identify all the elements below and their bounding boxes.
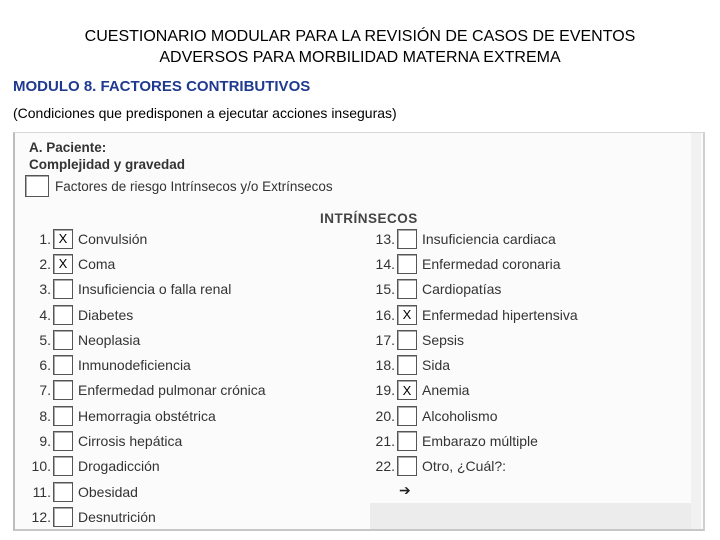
factor-number: 15. [375, 281, 395, 298]
factor-item [365, 302, 685, 327]
factor-number: 13. [375, 230, 395, 247]
factor-checkbox[interactable]: X [53, 254, 73, 274]
factor-item [25, 302, 355, 327]
factor-checkbox[interactable] [53, 330, 73, 350]
factor-item [365, 428, 685, 453]
factor-checkbox[interactable] [53, 380, 73, 400]
factor-number: 16. [375, 306, 395, 323]
factor-checkbox[interactable] [397, 330, 417, 350]
factor-number: 1. [39, 230, 51, 247]
module-subtitle: (Condiciones que predisponen a ejecutar acciones inseguras) [13, 105, 397, 121]
factor-label: Hemorragia obstétrica [78, 407, 216, 424]
factor-label: Inmunodeficiencia [78, 357, 191, 374]
factor-checkbox[interactable] [397, 254, 417, 274]
module-heading: MODULO 8. FACTORES CONTRIBUTIVOS [13, 78, 311, 95]
factor-label: Anemia [422, 382, 470, 399]
factor-label: Convulsión [78, 230, 148, 247]
factor-item [25, 327, 355, 352]
factor-item [25, 403, 355, 428]
factor-item [365, 251, 685, 276]
left-column [25, 226, 355, 530]
factor-checkbox[interactable] [53, 456, 73, 476]
factor-number: 2. [39, 255, 51, 272]
factor-label: Otro, ¿Cuál?: [422, 458, 507, 475]
factor-checkbox[interactable]: X [397, 380, 417, 400]
factor-item [365, 352, 685, 377]
factor-label: Sepsis [422, 331, 465, 348]
factor-number: 18. [375, 357, 395, 374]
section-a [29, 139, 185, 173]
factor-item [25, 277, 355, 302]
factor-checkbox[interactable] [53, 355, 73, 375]
factor-label: Alcoholismo [422, 407, 498, 424]
factor-checkbox[interactable] [53, 507, 73, 527]
factor-item [25, 378, 355, 403]
factor-number: 5. [39, 331, 51, 348]
factor-number: 21. [375, 433, 395, 450]
factor-number: 10. [31, 458, 51, 475]
factor-label: Cardiopatías [422, 281, 502, 298]
factor-checkbox[interactable] [53, 279, 73, 299]
factor-checkbox[interactable] [397, 456, 417, 476]
factor-checkbox[interactable] [397, 279, 417, 299]
factor-checkbox[interactable] [397, 355, 417, 375]
factor-number: 4. [39, 306, 51, 323]
factor-label: Embarazo múltiple [422, 433, 538, 450]
factor-checkbox[interactable]: X [397, 305, 417, 325]
factor-label: Diabetes [78, 306, 134, 323]
factor-checkbox[interactable] [53, 482, 73, 502]
factor-item [365, 454, 685, 479]
questionnaire-form [13, 132, 705, 531]
factor-label: Obesidad [78, 483, 138, 500]
factor-checkbox[interactable]: X [53, 229, 73, 249]
factor-label: Sida [422, 357, 451, 374]
factor-number: 9. [39, 433, 51, 450]
factor-number: 3. [39, 281, 51, 298]
factor-label: Enfermedad coronaria [422, 255, 561, 272]
factor-label: Desnutrición [78, 508, 156, 525]
factor-item [25, 226, 355, 251]
factor-checkbox[interactable] [53, 305, 73, 325]
factor-number: 22. [375, 458, 395, 475]
factor-item [365, 226, 685, 251]
factor-item [365, 327, 685, 352]
intrinsic-heading: INTRÍNSECOS [320, 211, 418, 226]
factor-label: Neoplasia [78, 331, 141, 348]
factor-item [365, 277, 685, 302]
risk-factors-label: Factores de riesgo Intrínsecos y/o Extrínsecos [55, 178, 333, 194]
factor-item [25, 428, 355, 453]
factor-label: Cirrosis hepática [78, 433, 183, 450]
factor-number: 7. [39, 382, 51, 399]
factor-label: Coma [78, 255, 116, 272]
document-title [0, 26, 720, 68]
factor-checkbox[interactable] [53, 406, 73, 426]
factor-checkbox[interactable] [397, 406, 417, 426]
factor-checkbox[interactable] [53, 431, 73, 451]
factor-number: 20. [375, 407, 395, 424]
factor-number: 17. [375, 331, 395, 348]
factor-number: 12. [31, 508, 51, 525]
factor-number: 11. [32, 483, 51, 500]
factor-label: Drogadicción [78, 458, 160, 475]
factor-item [365, 378, 685, 403]
factor-item [25, 352, 355, 377]
factor-checkbox[interactable] [397, 229, 417, 249]
risk-factors-checkbox[interactable] [25, 175, 49, 197]
title-line-2: ADVERSOS PARA MORBILIDAD MATERNA EXTREMA [159, 49, 561, 66]
factor-label: Enfermedad pulmonar crónica [78, 382, 266, 399]
factor-item [25, 454, 355, 479]
factor-number: 14. [375, 255, 395, 272]
factor-item [25, 251, 355, 276]
right-column [365, 226, 685, 479]
form-edge [691, 133, 701, 529]
factor-checkbox[interactable] [397, 431, 417, 451]
factor-number: 19. [375, 382, 395, 399]
factor-label: Insuficiencia cardiaca [422, 230, 556, 247]
section-a-title: A. Paciente: [29, 140, 107, 155]
factor-number: 6. [39, 357, 51, 374]
section-a-subtitle: Complejidad y gravedad [29, 157, 186, 172]
risk-factors-row [25, 175, 333, 197]
arrow-right-icon: ➔ [399, 482, 411, 498]
factor-item [25, 479, 355, 504]
factor-label: Enfermedad hipertensiva [422, 306, 578, 323]
factor-item [25, 504, 355, 529]
title-line-1: CUESTIONARIO MODULAR PARA LA REVISIÓN DE CASOS DE EVENTOS [84, 28, 636, 45]
factor-number: 8. [39, 407, 51, 424]
factor-label: Insuficiencia o falla renal [78, 281, 232, 298]
factor-item [365, 403, 685, 428]
form-shaded-area [370, 503, 691, 529]
